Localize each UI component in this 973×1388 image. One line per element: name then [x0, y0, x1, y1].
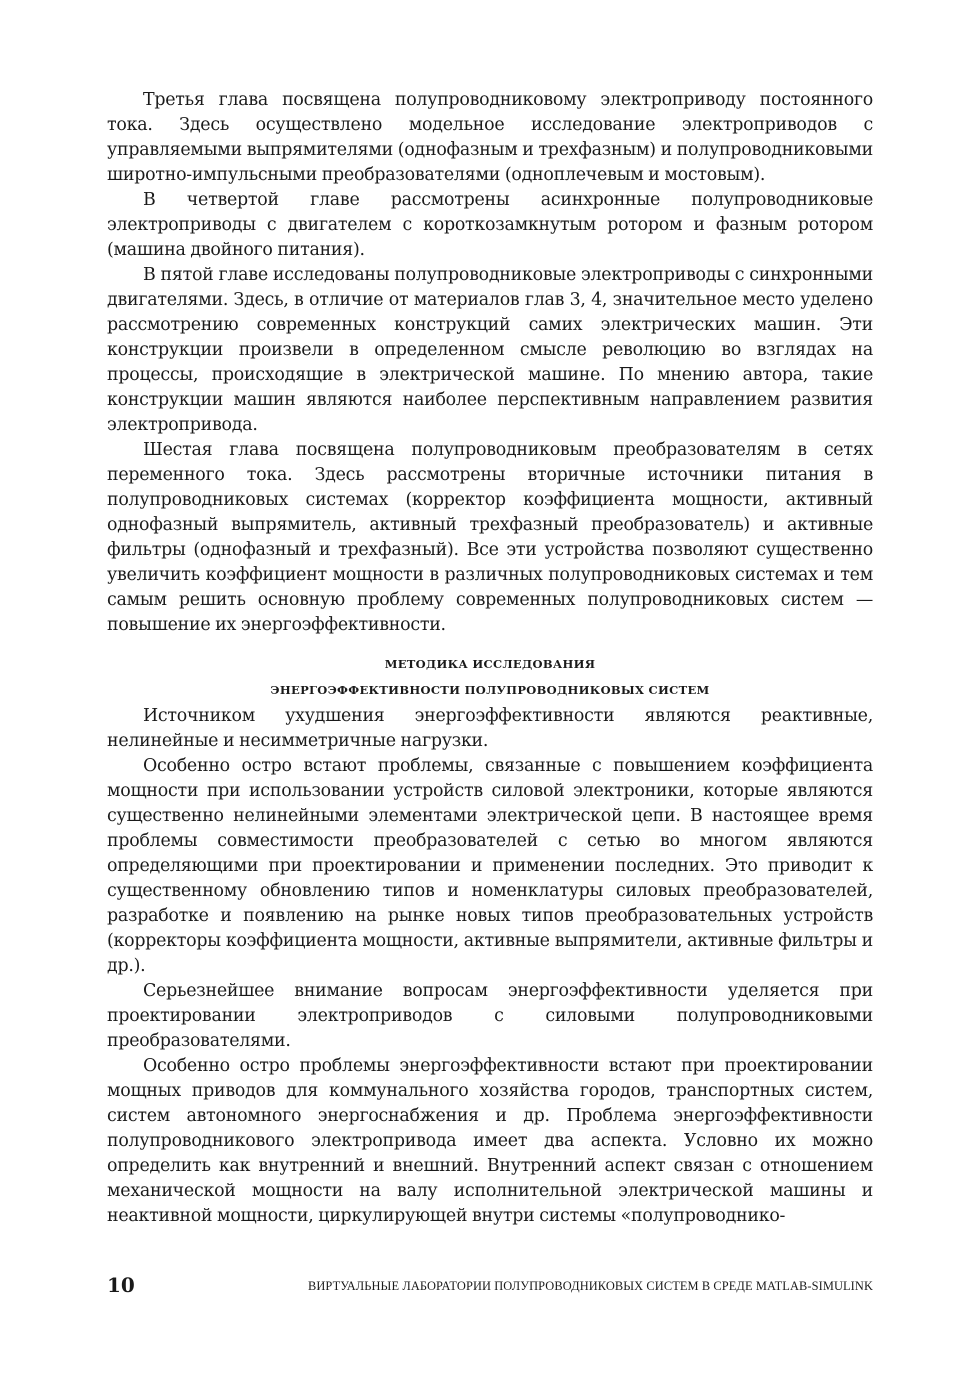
page-number: 10: [107, 1273, 135, 1297]
paragraph-chapter-5: В пятой главе исследованы полупроводниковые электроприводы с синхронными двигателями. Здесь, в отличие от материалов глав 3, 4, значительное место уделено рассмотрению современных конструкций самих электрических машин. Эти конструкции произвели в определенном смысле революцию во взглядах на процессы, происходящие в электрической машине. По мнению автора, такие конструкции машин являются наиболее перспективным направлением развития электропривода.: [107, 265, 873, 435]
paragraph-power-factor: Особенно остро встают проблемы, связанные с повышением коэффициента мощности при использовании устройств силовой электроники, которые являются существенно нелинейными элементами электрической цепи. В настоящее время проблемы совместимости преобразователей с сетью во многом являются определяющими при проектировании и применении последних. Это приводит к существенному обновлению типов и номенклатуры силовых преобразователей, разработке и появлению на рынке новых типов преобразовательных устройств (корректоры коэффициента мощности, активные выпрямители, активные фильтры и др.).: [107, 756, 873, 976]
section-heading-line-2: ЭНЕРГОЭФФЕКТИВНОСТИ ПОЛУПРОВОДНИКОВЫХ СИСТЕМ: [270, 683, 710, 697]
paragraph-design-attention: Серьезнейшее внимание вопросам энергоэффективности уделяется при проектировании электроприводов с силовыми полупроводниковыми преобразователями.: [107, 981, 873, 1051]
page-footer: [107, 1275, 873, 1299]
paragraph-sources: Источником ухудшения энергоэффективности являются реактивные, нелинейные и несимметричные нагрузки.: [107, 706, 873, 751]
paragraph-chapter-4: В четвертой главе рассмотрены асинхронные полупроводниковые электроприводы с двигателем с короткозамкнутым ротором и фазным ротором (машина двойного питания).: [107, 190, 873, 260]
running-title: ВИРТУАЛЬНЫЕ ЛАБОРАТОРИИ ПОЛУПРОВОДНИКОВЫХ СИСТЕМ В СРЕДЕ MATLAB-SIMULINK: [308, 1279, 873, 1293]
paragraph-chapter-3: Третья глава посвящена полупроводниковому электроприводу постоянного тока. Здесь осуществлено модельное исследование электроприводов с управляемыми выпрямителями (однофазным и трехфазным) и полупроводниковыми широтно-импульсными преобразователями (одноплечевым и мостовым).: [107, 90, 873, 185]
page-body: [107, 88, 873, 1229]
paragraph-aspects: Особенно остро проблемы энергоэффективности встают при проектировании мощных приводов для коммунального хозяйства городов, транспортных систем, систем автономного энергоснабжения и др. Проблема энергоэффективности полупроводникового электропривода имеет два аспекта. Условно их можно определить как внутренний и внешний. Внутренний аспект связан с отношением механической мощности на валу исполнительной электрической машины и неактивной мощности, циркулирующей внутри системы «полупроводнико-: [107, 1056, 873, 1226]
paragraph-chapter-6: Шестая глава посвящена полупроводниковым преобразователям в сетях переменного тока. Здесь рассмотрены вторичные источники питания в полупроводниковых системах (корректор коэффициента мощности, активный однофазный выпрямитель, активный трехфазный преобразователь) и активные фильтры (однофазный и трехфазный). Все эти устройства позволяют существенно увеличить коэффициент мощности в различных полупроводниковых системах и тем самым решить основную проблему современных полупроводниковых систем — повышение их энергоэффективности.: [107, 440, 873, 635]
section-heading: [107, 651, 873, 703]
section-heading-line-1: МЕТОДИКА ИССЛЕДОВАНИЯ: [384, 657, 596, 671]
